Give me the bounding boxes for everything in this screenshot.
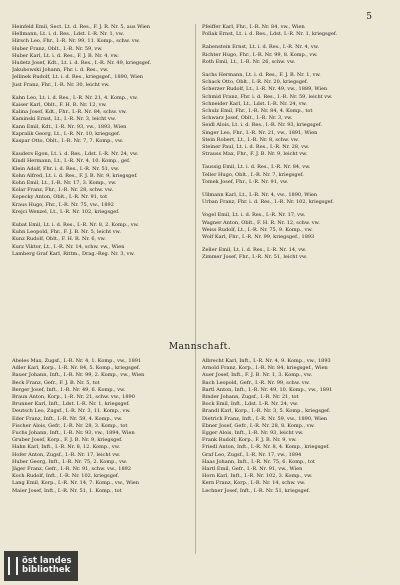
- register-entry: Urban Franz, Fhr. i. d. Res., I.-R. Nr. 102, kriegsgef.: [202, 199, 334, 206]
- register-entry: Beck Franz, Gefr., F. J. B. Nr. 5, tot: [12, 379, 100, 386]
- register-entry: Singer Leo, Fhr., I.-R. Nr. 21, vw., 1891, Wien: [202, 129, 318, 136]
- register-entry: Albrecht Karl, Inft., I.-R. Nr. 4, 9. Komp., vw., 1893: [202, 358, 331, 364]
- register-entry: Richter Hugo, Fhr., I.-R. Nr. 99, 8. Komp., vw.: [202, 51, 318, 58]
- register-entry: Dietrich Franz, Inft., I.-R. Nr. 59, vw., 1890, Wien: [202, 415, 328, 422]
- register-entry: Kapralik Georg, Lt., I.-R. Nr. 10, kriegsgef.: [12, 130, 121, 137]
- page-number: 5: [366, 12, 372, 22]
- register-entry: Vogel Emil, Lt. i. d. Res., I.-R. Nr. 17, vw.: [202, 212, 306, 219]
- lower-right-column: [202, 358, 372, 495]
- register-entry: Deutsch Leo, Zugsf., I.-R. Nr. 3, 11. Komp., vw.: [12, 408, 131, 415]
- register-entry: Pfeiffer Karl, Fhr., I.-R. Nr. 84, vw., Wien: [202, 24, 305, 30]
- register-entry: Schmid Franz, Fhr. i. d. Res., I.-R. Nr. 59, leicht vw.: [202, 93, 333, 100]
- register-entry: Huber Karl, Lt. i. d. Res., F. J. B. Nr. 4, vw.: [12, 52, 119, 59]
- register-entry: Bach Leopold, Gefr., I.-R. Nr. 99, schw. vw.: [202, 379, 310, 386]
- register-entry: Maier Josef, Inft., I.-R. Nr. 51, 1. Komp., tot: [12, 487, 122, 494]
- column-divider: [195, 24, 196, 554]
- upper-left-column: [12, 24, 182, 258]
- register-entry: Kraus Hugo, Fhr., I.-R. Nr. 75, vw., 1892: [12, 201, 114, 208]
- register-entry: Schack Otto, Oblt., I.-R. Nr. 20, kriegsgef.: [202, 79, 309, 86]
- register-entry: Eder Franz, Inft., I.-R. Nr. 59, 4. Komp., vw.: [12, 415, 123, 422]
- register-entry: Frank Rudolf, Korp., F. J. B. Nr. 9, vw.: [202, 437, 297, 444]
- register-entry: Scherzer Rudolf, Lt., I.-R. Nr. 49, vw., 1889, Wien: [202, 86, 328, 93]
- register-entry: Kurz Viktor, Lt., I.-R. Nr. 14, schw. vw., Wien: [12, 243, 125, 250]
- register-entry: Schulz Emil, Fhr., I.-R. Nr. 84, 4. Komp., tot: [202, 108, 313, 115]
- register-entry: Gruber Josef, Korp., F. J. B. Nr. 9, kriegsgef.: [12, 437, 123, 444]
- section-heading: Mannschaft.: [168, 342, 232, 352]
- register-entry: Kolar Franz, Fhr., I.-R. Nr. 28, schw. vw.: [12, 187, 114, 194]
- register-entry: Horn Karl, Inft., I.-R. Nr. 102, 3. Komp., vw.: [202, 473, 313, 480]
- register-entry: Auer Josef, Inft., F. J. B. Nr. 1, 3. Komp., vw.: [202, 372, 313, 379]
- register-entry: Friedl Anton, Inft., I.-R. Nr. 8, 4. Komp., kriegsgef.: [202, 444, 330, 451]
- register-entry: Kaspar Otto, Oblt., I.-R. Nr. 7, 7. Komp., vw.: [12, 138, 124, 145]
- upper-right-column: [202, 24, 372, 262]
- register-entry: Just Franz, Fhr., I.-R. Nr. 30, leicht vw.: [12, 81, 110, 88]
- register-entry: Hahn Karl, Inft., I.-R. Nr. 8, 12. Komp., vw.: [12, 444, 120, 451]
- register-entry: Egger Alois, Inft., I.-R. Nr. 93, leicht vw.: [202, 430, 304, 437]
- register-entry: Lechner Josef, Inft., I.-R. Nr. 51, kriegsgef.: [202, 487, 310, 494]
- register-entry: Koch Rudolf, Inft., I.-R. Nr. 102, kriegsgef.: [12, 473, 120, 480]
- register-entry: Schneider Karl, Lt., Ldst. I.-R. Nr. 24, vw.: [202, 100, 307, 107]
- library-logo[interactable]: [4, 551, 78, 581]
- register-entry: Lang Emil, Korp., I.-R. Nr. 14, 7. Komp., vw., Wien: [12, 480, 139, 487]
- register-entry: Jäger Franz, Gefr., I.-R. Nr. 91, schw. vw., 1892: [12, 466, 131, 473]
- register-entry: Wolf Karl, Fhr., I.-R. Nr. 99, kriegsgef., 1893: [202, 234, 315, 241]
- register-entry: Huber Franz, Oblt., I.-R. Nr. 59, vw.: [12, 45, 103, 52]
- register-entry: Kern Franz, Korp., I.-R. Nr. 14, schw. vw.: [202, 480, 306, 487]
- register-entry: Jakubowski Johann, Fhr. i. d. Res., vw.: [12, 67, 109, 74]
- logo-line-1: öst landes: [22, 556, 72, 566]
- register-entry: Berger Josef, Inft., I.-R. Nr. 49, 6. Komp., vw.: [12, 386, 126, 393]
- register-entry: Bock Emil, Inft., Ldst. I.-R. Nr. 24, vw.: [202, 401, 299, 408]
- register-entry: Zeller Emil, Lt. i. d. Res., I.-R. Nr. 14, vw.: [202, 247, 307, 254]
- register-entry: Strauss Max, Fhr., F. J. B. Nr. 9, leicht vw.: [202, 151, 308, 158]
- register-entry: Kauders Egon, Lt. i. d. Res., Ldst. I.-R. Nr. 24, vw.: [12, 151, 139, 158]
- register-entry: Sachs Hermann, Lt. i. d. Res., F. J. B. Nr. 1, vw.: [202, 72, 321, 79]
- register-entry: Kahn Leo, Lt. i. d. Res., I.-R. Nr. 21, 4. Komp., vw.: [12, 94, 138, 101]
- register-entry: Heinfeld Emil, Sect. Lt. d. Res., F. J. R. Nr. 5, aus Wien: [12, 24, 150, 30]
- register-entry: Wagner Anton, Oblt., F. H. R. Nr. 12, schw. vw.: [202, 219, 320, 226]
- register-entry: Hudetz Josef, Kdt., Lt. i. d. Res., I.-R. Nr. 49, kriegsgef.: [12, 60, 152, 67]
- register-entry: Steiner Paul, Lt. i. d. Res., I.-R. Nr. 28, vw.: [202, 144, 310, 151]
- register-entry: Bauer Johann, Inft., I.-R. Nr. 99, 2. Komp., vw., Wien: [12, 372, 145, 379]
- register-entry: Klein Adolf, Fhr. i. d. Res., I.-R. Nr. 51, vw.: [12, 165, 120, 172]
- register-entry: Roth Emil, Lt., I.-R. Nr. 26, schw. vw.: [202, 58, 296, 65]
- register-entry: Pollak Ernst, Lt. i. d. Res., Ldst. I.-R. Nr. 1, kriegsgef.: [202, 31, 338, 38]
- register-entry: Kohn Alfred, Lt. i. d. Res., F. J. B. Nr. 9, kriegsgef.: [12, 172, 138, 179]
- register-entry: Ebner Josef, Gefr., I.-R. Nr. 28, 8. Komp., vw.: [202, 422, 315, 429]
- register-entry: Rabenstein Ernst, Lt. i. d. Res., I.-R. Nr. 4, vw.: [202, 44, 319, 51]
- register-entry: Hellmann, Lt. i. d. Res., Ldst. I.-R. Nr. 1, vw.: [12, 31, 124, 38]
- register-entry: Fischer Alois, Gefr., I.-R. Nr. 28, 3. Komp., tot: [12, 422, 128, 429]
- register-entry: Jellinek Rudolf, Lt. i. d. Res., kriegsgef., 1890, Wien: [12, 74, 144, 81]
- register-entry: Brandl Karl, Korp., I.-R. Nr. 3, 5. Komp., kriegsgef.: [202, 408, 331, 415]
- register-entry: Arnold Franz, Korp., I.-R. Nr. 84, kriegsgef., Wien: [202, 365, 328, 372]
- register-entry: Kaminski Ernst, Lt., I.-R. Nr. 3, leicht vw.: [12, 116, 117, 123]
- register-entry: Stein Robert, Lt., I.-R. Nr. 8, schw. vw.: [202, 136, 299, 143]
- register-entry: Ullmann Karl, Lt., I.-R. Nr. 4, vw., 1890, Wien: [202, 192, 318, 199]
- register-entry: Kohn Emil, Lt., I.-R. Nr. 17, 3. Komp., vw.: [12, 180, 117, 187]
- register-entry: Weiss Rudolf, Lt., I.-R. Nr. 75, 9. Komp., vw.: [202, 226, 313, 233]
- register-entry: Huber Georg, Inft., I.-R. Nr. 75, 2. Komp., vw.: [12, 458, 128, 465]
- register-entry: Abeles Max, Zugsf., I.-R. Nr. 4, 1. Komp., vw., 1891: [12, 358, 142, 364]
- register-entry: Kopecky Anton, Oblt., I.-R. Nr. 91, tot: [12, 194, 108, 201]
- register-entry: Fuchs Johann, Inft., I.-R. Nr. 93, vw., 1894, Wien: [12, 430, 135, 437]
- register-entry: Lamberg Graf Karl, Rittm., Drag.-Reg. Nr. 3, vw.: [12, 250, 135, 257]
- register-entry: Krejci Wenzel, Lt., I.-R. Nr. 102, kriegsgef.: [12, 208, 120, 215]
- logo-mark-icon: [8, 557, 18, 575]
- register-entry: Hofer Anton, Zugsf., I.-R. Nr. 17, leicht vw.: [12, 451, 121, 458]
- lower-left-column: [12, 358, 182, 495]
- register-entry: Kalina Josef, Kdt., Fhr., I.-R. Nr. 84, schw. vw.: [12, 109, 127, 116]
- logo-text: [22, 557, 72, 575]
- register-entry: Braun Anton, Korp., I.-R. Nr. 21, schw. vw., 1890: [12, 394, 135, 401]
- viewer-label: intranda viewer: [348, 573, 392, 579]
- register-entry: Tomek Josef, Fhr., I.-R. Nr. 91, vw.: [202, 178, 289, 185]
- register-entry: Seidl Alois, Lt. i. d. Res., I.-R. Nr. 93, kriegsgef.: [202, 122, 322, 129]
- register-entry: Kindl Hermann, Lt., I.-R. Nr. 4, 10. Komp., gef.: [12, 158, 131, 165]
- register-entry: Hirsch Leo, Fhr., I.-R. Nr. 99, 11. Komp., schw. vw.: [12, 38, 140, 45]
- register-entry: Adler Karl, Korp., I.-R. Nr. 84, 5. Komp., kriegsgef.: [12, 365, 141, 372]
- logo-line-2: bibliothek: [22, 565, 71, 575]
- register-entry: Kaiser Karl, Oblt., F. H. R. Nr. 12, vw.: [12, 102, 107, 109]
- register-entry: Brunner Karl, Inft., Ldst. I.-R. Nr. 1, kriegsgef.: [12, 401, 130, 408]
- register-entry: Taussig Emil, Lt. i. d. Res., I.-R. Nr. 84, vw.: [202, 164, 311, 171]
- register-entry: Bartl Anton, Inft., I.-R. Nr. 49, 10. Komp., vw., 1891: [202, 386, 333, 393]
- register-entry: Graf Leo, Zugsf., I.-R. Nr. 17, vw., 1894: [202, 451, 302, 458]
- register-entry: Schwarz Josef, Oblt., I.-R. Nr. 3, vw.: [202, 115, 293, 122]
- register-entry: Haas Johann, Inft., I.-R. Nr. 75, 6. Komp., tot: [202, 458, 315, 465]
- register-entry: Teller Hugo, Oblt., I.-R. Nr. 7, kriegsgef.: [202, 171, 304, 178]
- register-entry: Binder Johann, Zugsf., I.-R. Nr. 21, tot: [202, 394, 299, 401]
- register-entry: Kann Emil, Kdt., I.-R. Nr. 93, vw., 1893, Wien: [12, 123, 127, 130]
- register-entry: Kuhn Leopold, Fhr., F. J. B. Nr. 5, leicht vw.: [12, 229, 121, 236]
- register-entry: Kunz Rudolf, Oblt., F. H. R. Nr. 6, vw.: [12, 236, 106, 243]
- register-entry: Hartl Emil, Gefr., I.-R. Nr. 91, vw., Wien: [202, 466, 303, 473]
- register-entry: Zimmer Josef, Fhr., I.-R. Nr. 51, leicht vw.: [202, 254, 308, 261]
- register-entry: Kubat Emil, Lt. i. d. Res., I.-R. Nr. 8, 2. Komp., vw.: [12, 222, 139, 229]
